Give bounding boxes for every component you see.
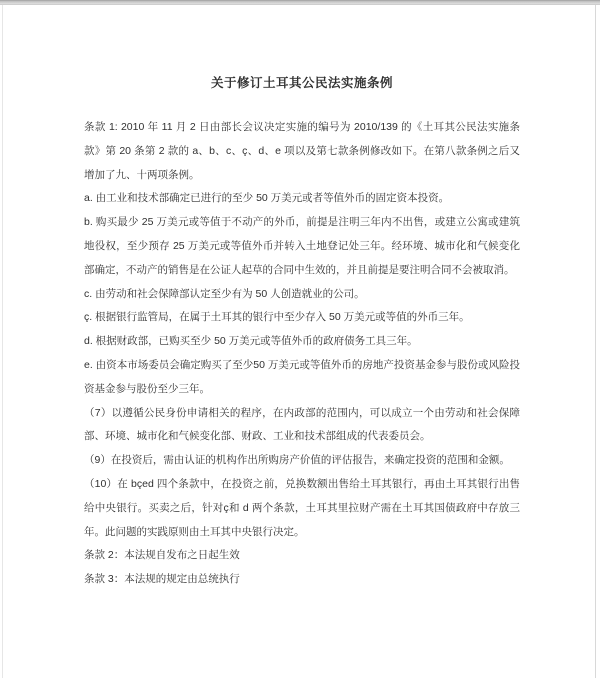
paragraph-item-e: e. 由资本市场委员会确定购买了至少50 万美元或等值外币的房地产投资基金参与股份或风险投资基金参与股份至少三年。 [84,358,520,395]
paragraph-clause-10: （10）在 bçed 四个条款中，在投资之前，兑换数额出售给土耳其银行，再由土耳其银行出售给中央银行。买卖之后，针对ç和 d 两个条款，土耳其里拉财产需在土耳其国债政府中存放三年。此问题的实践原则由土耳其中央银行决定。 [84,477,520,538]
paragraph-article-2: 条款 2：本法规自发布之日起生效 [84,549,240,562]
paragraph-article-3: 条款 3：本法规的规定由总统执行 [84,573,240,586]
paragraph-clause-7: （7）以遵循公民身份申请相关的程序，在内政部的范围内，可以成立一个由劳动和社会保障部、环境、城市化和气候变化部、财政、工业和技术部组成的代表委员会。 [84,406,520,443]
paragraph-clause-9: （9）在投资后，需由认证的机构作出所购房产价值的评估报告，来确定投资的范围和金额。 [84,454,510,467]
paragraph-item-b: b. 购买最少 25 万美元或等值于不动产的外币，前提是注明三年内不出售，或建立公寓或建筑地役权，至少预存 25 万美元或等值外币并转入土地登记处三年。经环境、城市化和气候变化部确定，不动产的销售是在公证人起草的合同中生效的，并且前提是要注明合同不会被取消。 [84,216,520,276]
document-body [84,116,520,592]
document-title: 关于修订土耳其公民法实施条例 [210,76,393,90]
paragraph-item-c-cedilla: ç. 根据银行监管局，在属于土耳其的银行中至少存入 50 万美元或等值的外币三年。 [84,311,470,324]
page-right-edge [595,5,596,678]
document-content [84,0,520,592]
paragraph-item-d: d. 根据财政部，已购买至少 50 万美元或等值外币的政府债务工具三年。 [84,335,418,348]
paragraph-item-c: c. 由劳动和社会保障部认定至少有为 50 人创造就业的公司。 [84,287,365,300]
paragraph-item-a: a. 由工业和技术部确定已进行的至少 50 万美元或者等值外币的固定资本投资。 [84,192,450,205]
paragraph-article-1: 条款 1: 2010 年 11 月 2 日由部长会议决定实施的编号为 2010/139 的《土耳其公民法实施条款》第 20 条第 2 款的 a、b、c、ç、d、e 项以及第七款条例修改如下。在第八款条例之后又增加了九、十两项条例。 [84,121,520,181]
page-left-edge [2,5,3,678]
